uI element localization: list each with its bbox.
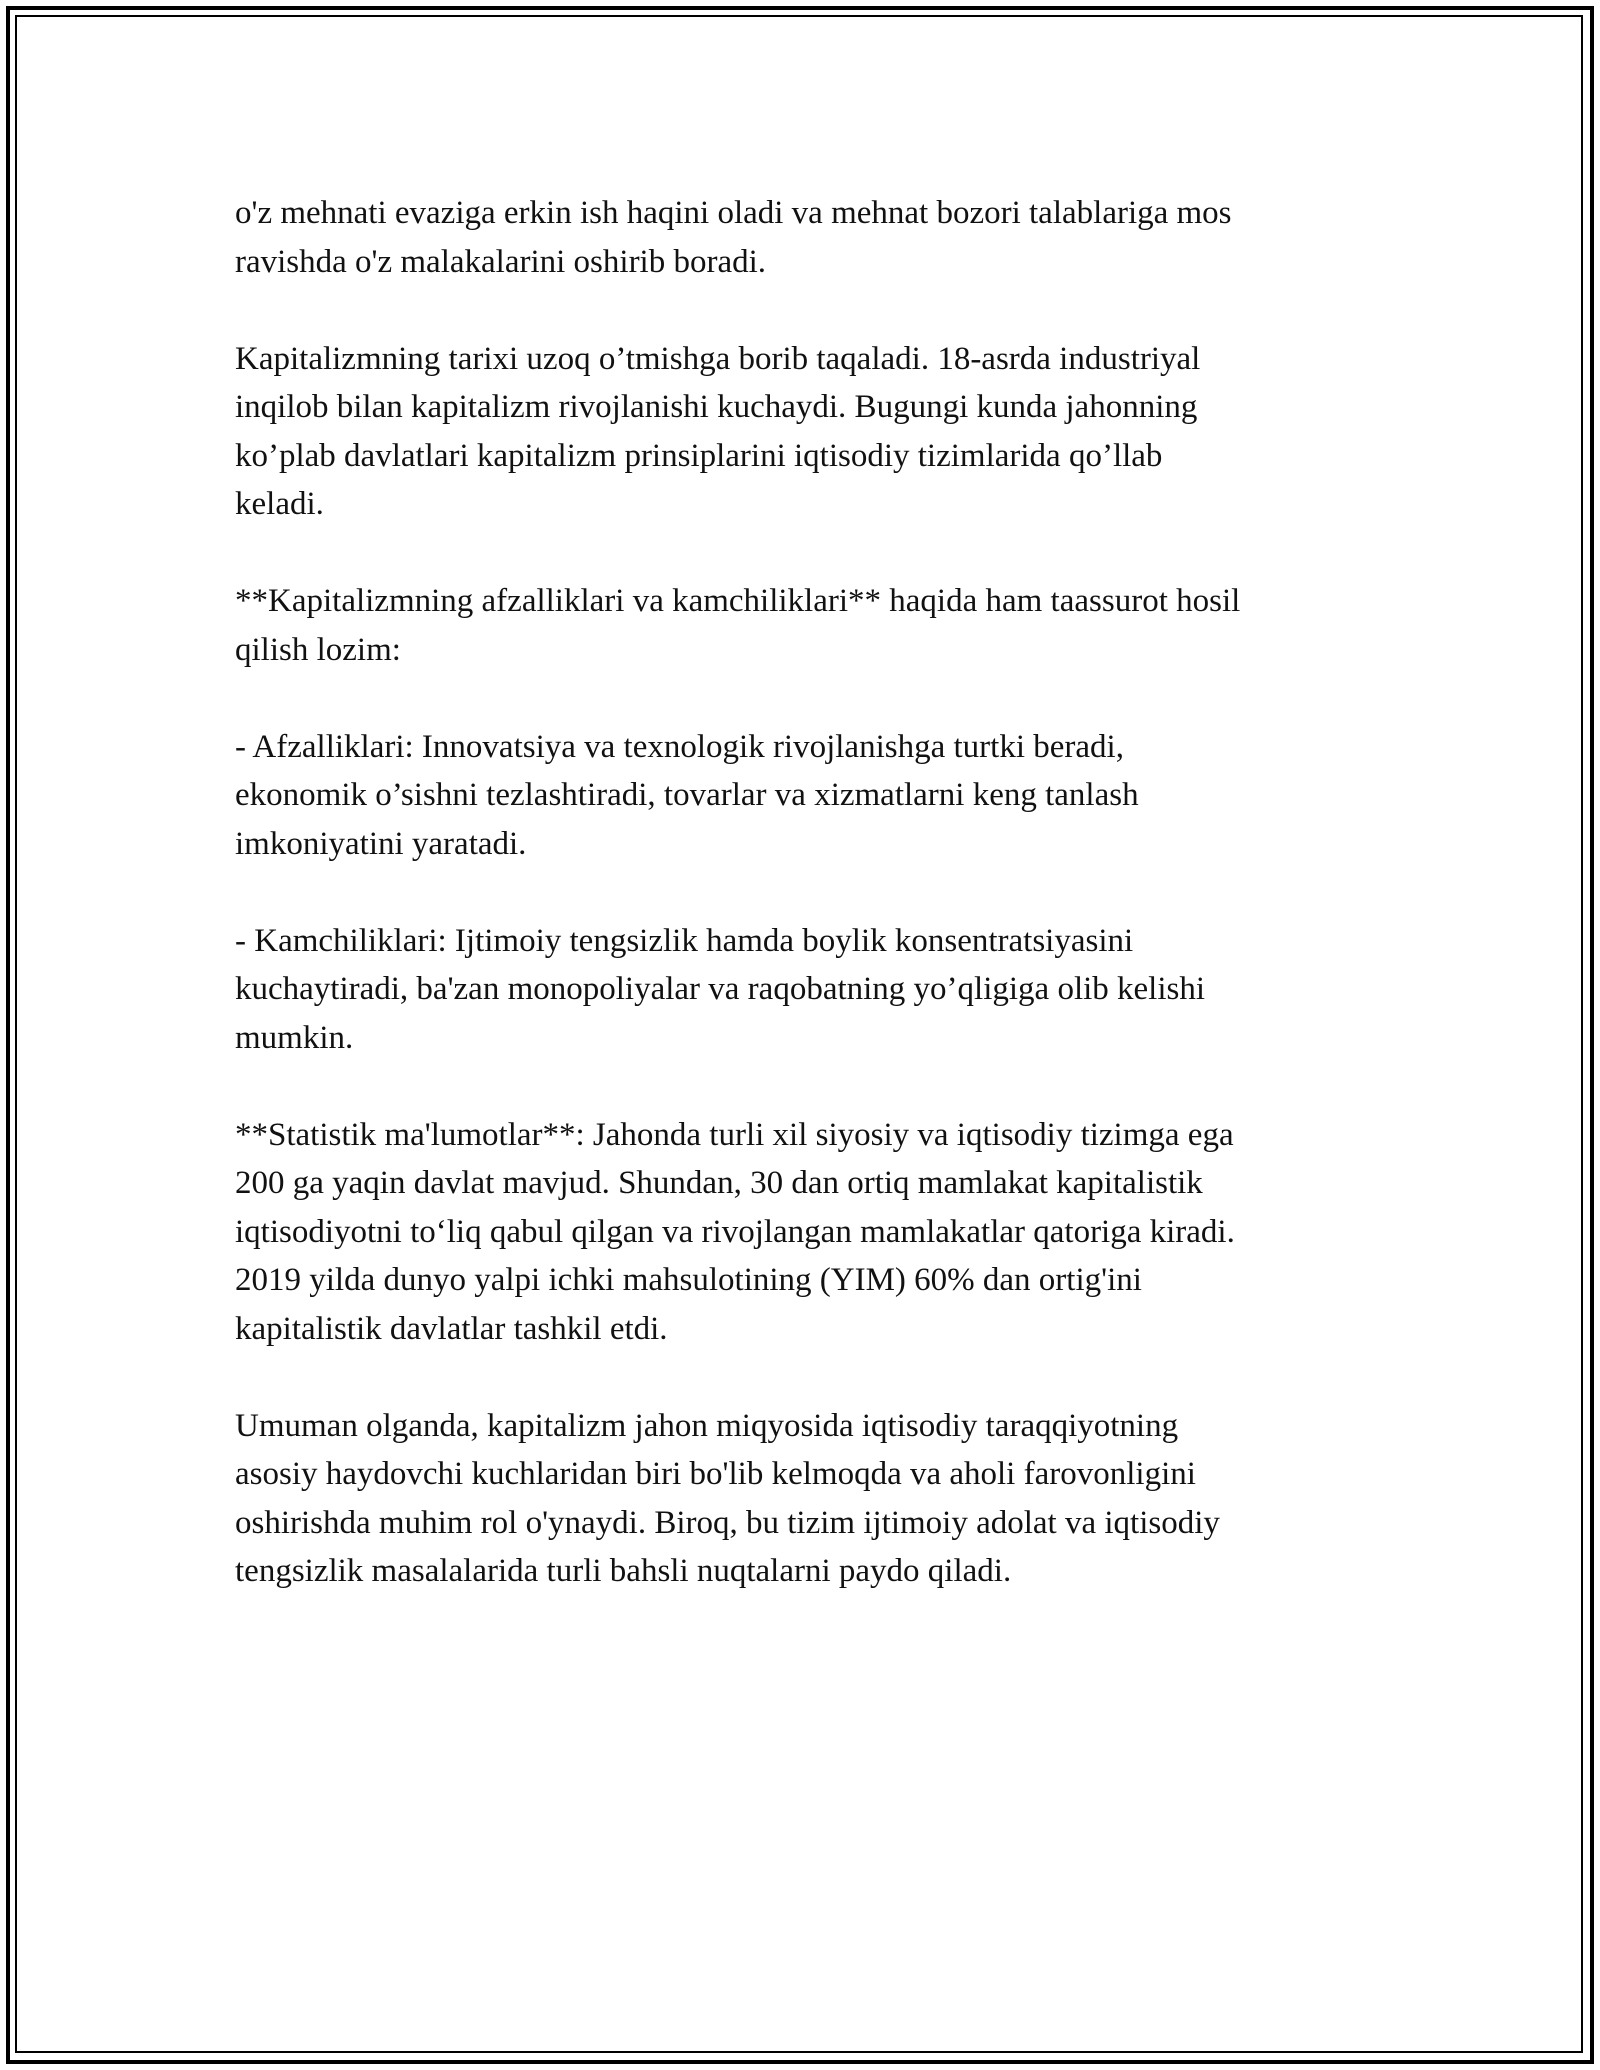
paragraph-statistics: **Statistik ma'lumotlar**: Jahonda turli xil siyosiy va iqtisodiy tizimga ega 200 ga yaqin davlat mavjud. Shundan, 30 dan ortiq mamlakat kapitalistik iqtisodiyotni to‘liq qabul qilgan va rivojlangan mamlakatlar qatoriga kiradi. 2019 yilda dunyo yalpi ichki mahsulotining (YIM) 60% dan ortig'ini kapitalistik davlatlar tashkil etdi. [235,1116,1235,1347]
paragraph-conclusion: Umuman olganda, kapitalizm jahon miqyosida iqtisodiy taraqqiyotning asosiy haydovchi kuchlaridan biri bo'lib kelmoqda va aholi farovonligini oshirishda muhim rol o'ynaydi. Biroq, bu tizim ijtimoiy adolat va iqtisodiy tengsizlik masalalarida turli bahsli nuqtalarni paydo qiladi. [235,1407,1220,1589]
paragraph-disadvantages: - Kamchiliklari: Ijtimoiy tengsizlik hamda boylik konsentratsiyasini kuchaytiradi, ba'zan monopoliyalar va raqobatning yo’qligiga olib kelishi mumkin. [235,922,1206,1056]
paragraph-history: Kapitalizmning tarixi uzoq o’tmishga borib taqaladi. 18-asrda industriyal inqilob bilan kapitalizm rivojlanishi kuchaydi. Bugungi kunda jahonning ko’plab davlatlari kapitalizm prinsiplarini iqtisodiy tizimlarida qo’llab keladi. [235,340,1201,522]
document-body [235,189,1375,1644]
paragraph-advantages: - Afzalliklari: Innovatsiya va texnologik rivojlanishga turtki beradi, ekonomik o’sishni tezlashtiradi, tovarlar va xizmatlarni keng tanlash imkoniyatini yaratadi. [235,728,1139,862]
paragraph-pros-cons-intro: **Kapitalizmning afzalliklari va kamchiliklari** haqida ham taassurot hosil qilish lozim: [235,583,1241,668]
paragraph-continuation: o'z mehnati evaziga erkin ish haqini oladi va mehnat bozori talablariga mos ravishda o'z malakalarini oshirib boradi. [235,195,1232,280]
